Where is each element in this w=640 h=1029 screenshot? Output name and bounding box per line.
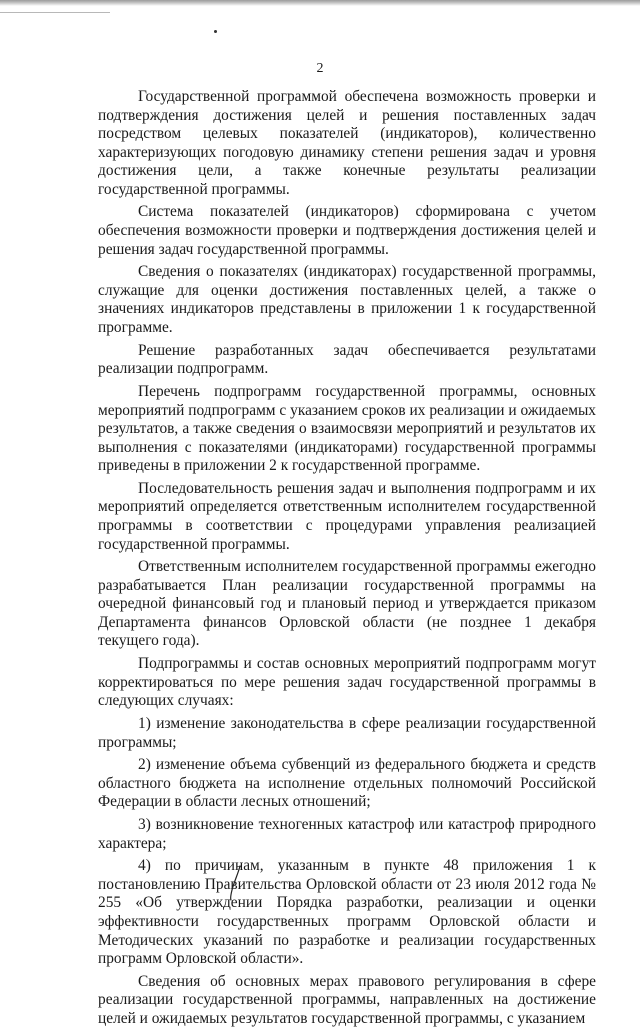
paragraph-sequence: Последовательность решения задач и выполнения подпрограмм и их мероприятий определяется ответственным исполнителем государственной программы в соответствии с процедурами управления реализацией государственной программы. — [98, 479, 596, 553]
page-number: 2 — [316, 61, 324, 76]
paragraph-verification: Государственной программой обеспечена возможность проверки и подтверждения достижения целей и решения поставленных задач посредством целевых показателей (индикаторов), количественно характеризующих погодовую динамику степени решения задач и уровня достижения цели, а также конечные результаты реализации государственной программы. — [98, 88, 596, 198]
paragraph-implementation-plan: Ответственным исполнителем государственной программы ежегодно разрабатывается План реализации государственной программы на очередной финансовый год и плановый период и утверждается приказом Департамента финансов Орловской области (не позднее 1 декабря текущего года). — [98, 558, 596, 650]
document-body — [98, 88, 596, 1029]
paragraph-legal-regulation: Сведения об основных мерах правового регулирования в сфере реализации государственной программы, направленных на достижение целей и ожидаемых результатов государственной программы, с указанием — [98, 972, 596, 1027]
list-item-1: 1) изменение законодательства в сфере реализации государственной программы; — [98, 715, 596, 751]
paragraph-adjustment-cases: Подпрограммы и состав основных мероприятий подпрограмм могут корректироваться по мере решения задач государственной программы в следующих случаях: — [98, 655, 596, 710]
ink-dot — [214, 30, 217, 33]
paragraph-indicator-system: Система показателей (индикаторов) сформирована с учетом обеспечения возможности проверки и подтверждения достижения целей и решения задач государственной программы. — [98, 203, 596, 258]
scan-top-edge — [0, 0, 640, 6]
paragraph-task-solution: Решение разработанных задач обеспечивается результатами реализации подпрограмм. — [98, 341, 596, 378]
list-item-4: 4) по причинам, указанным в пункте 48 приложения 1 к постановлению Правительства Орловской области от 23 июля 2012 года № 255 «Об утверждении Порядка разработки, реализации и оценки эффективности государственных программ Орловской области и Методических указаний по разработке и реализации государственных программ Орловской области». — [98, 857, 596, 968]
list-item-3: 3) возникновение техногенных катастроф или катастроф природного характера; — [98, 816, 596, 852]
paragraph-indicator-info: Сведения о показателях (индикаторах) государственной программы, служащие для оценки достижения поставленных целей, а также о значениях индикаторов представлены в приложении 1 к государственной программе. — [98, 263, 596, 336]
pen-stroke-mark — [226, 864, 246, 902]
scan-edge-line — [0, 12, 110, 13]
paragraph-subprogram-list: Перечень подпрограмм государственной программы, основных мероприятий подпрограмм с указанием сроков их реализации и ожидаемых результатов, а также сведения о взаимосвязи мероприятий и результатов их выполнения с показателями (индикаторами) государственной программы приведены в приложении 2 к государственной программе. — [98, 382, 596, 475]
list-item-2: 2) изменение объема субвенций из федерального бюджета и средств областного бюджета на исполнение отдельных полномочий Российской Федерации в области лесных отношений; — [98, 756, 596, 811]
